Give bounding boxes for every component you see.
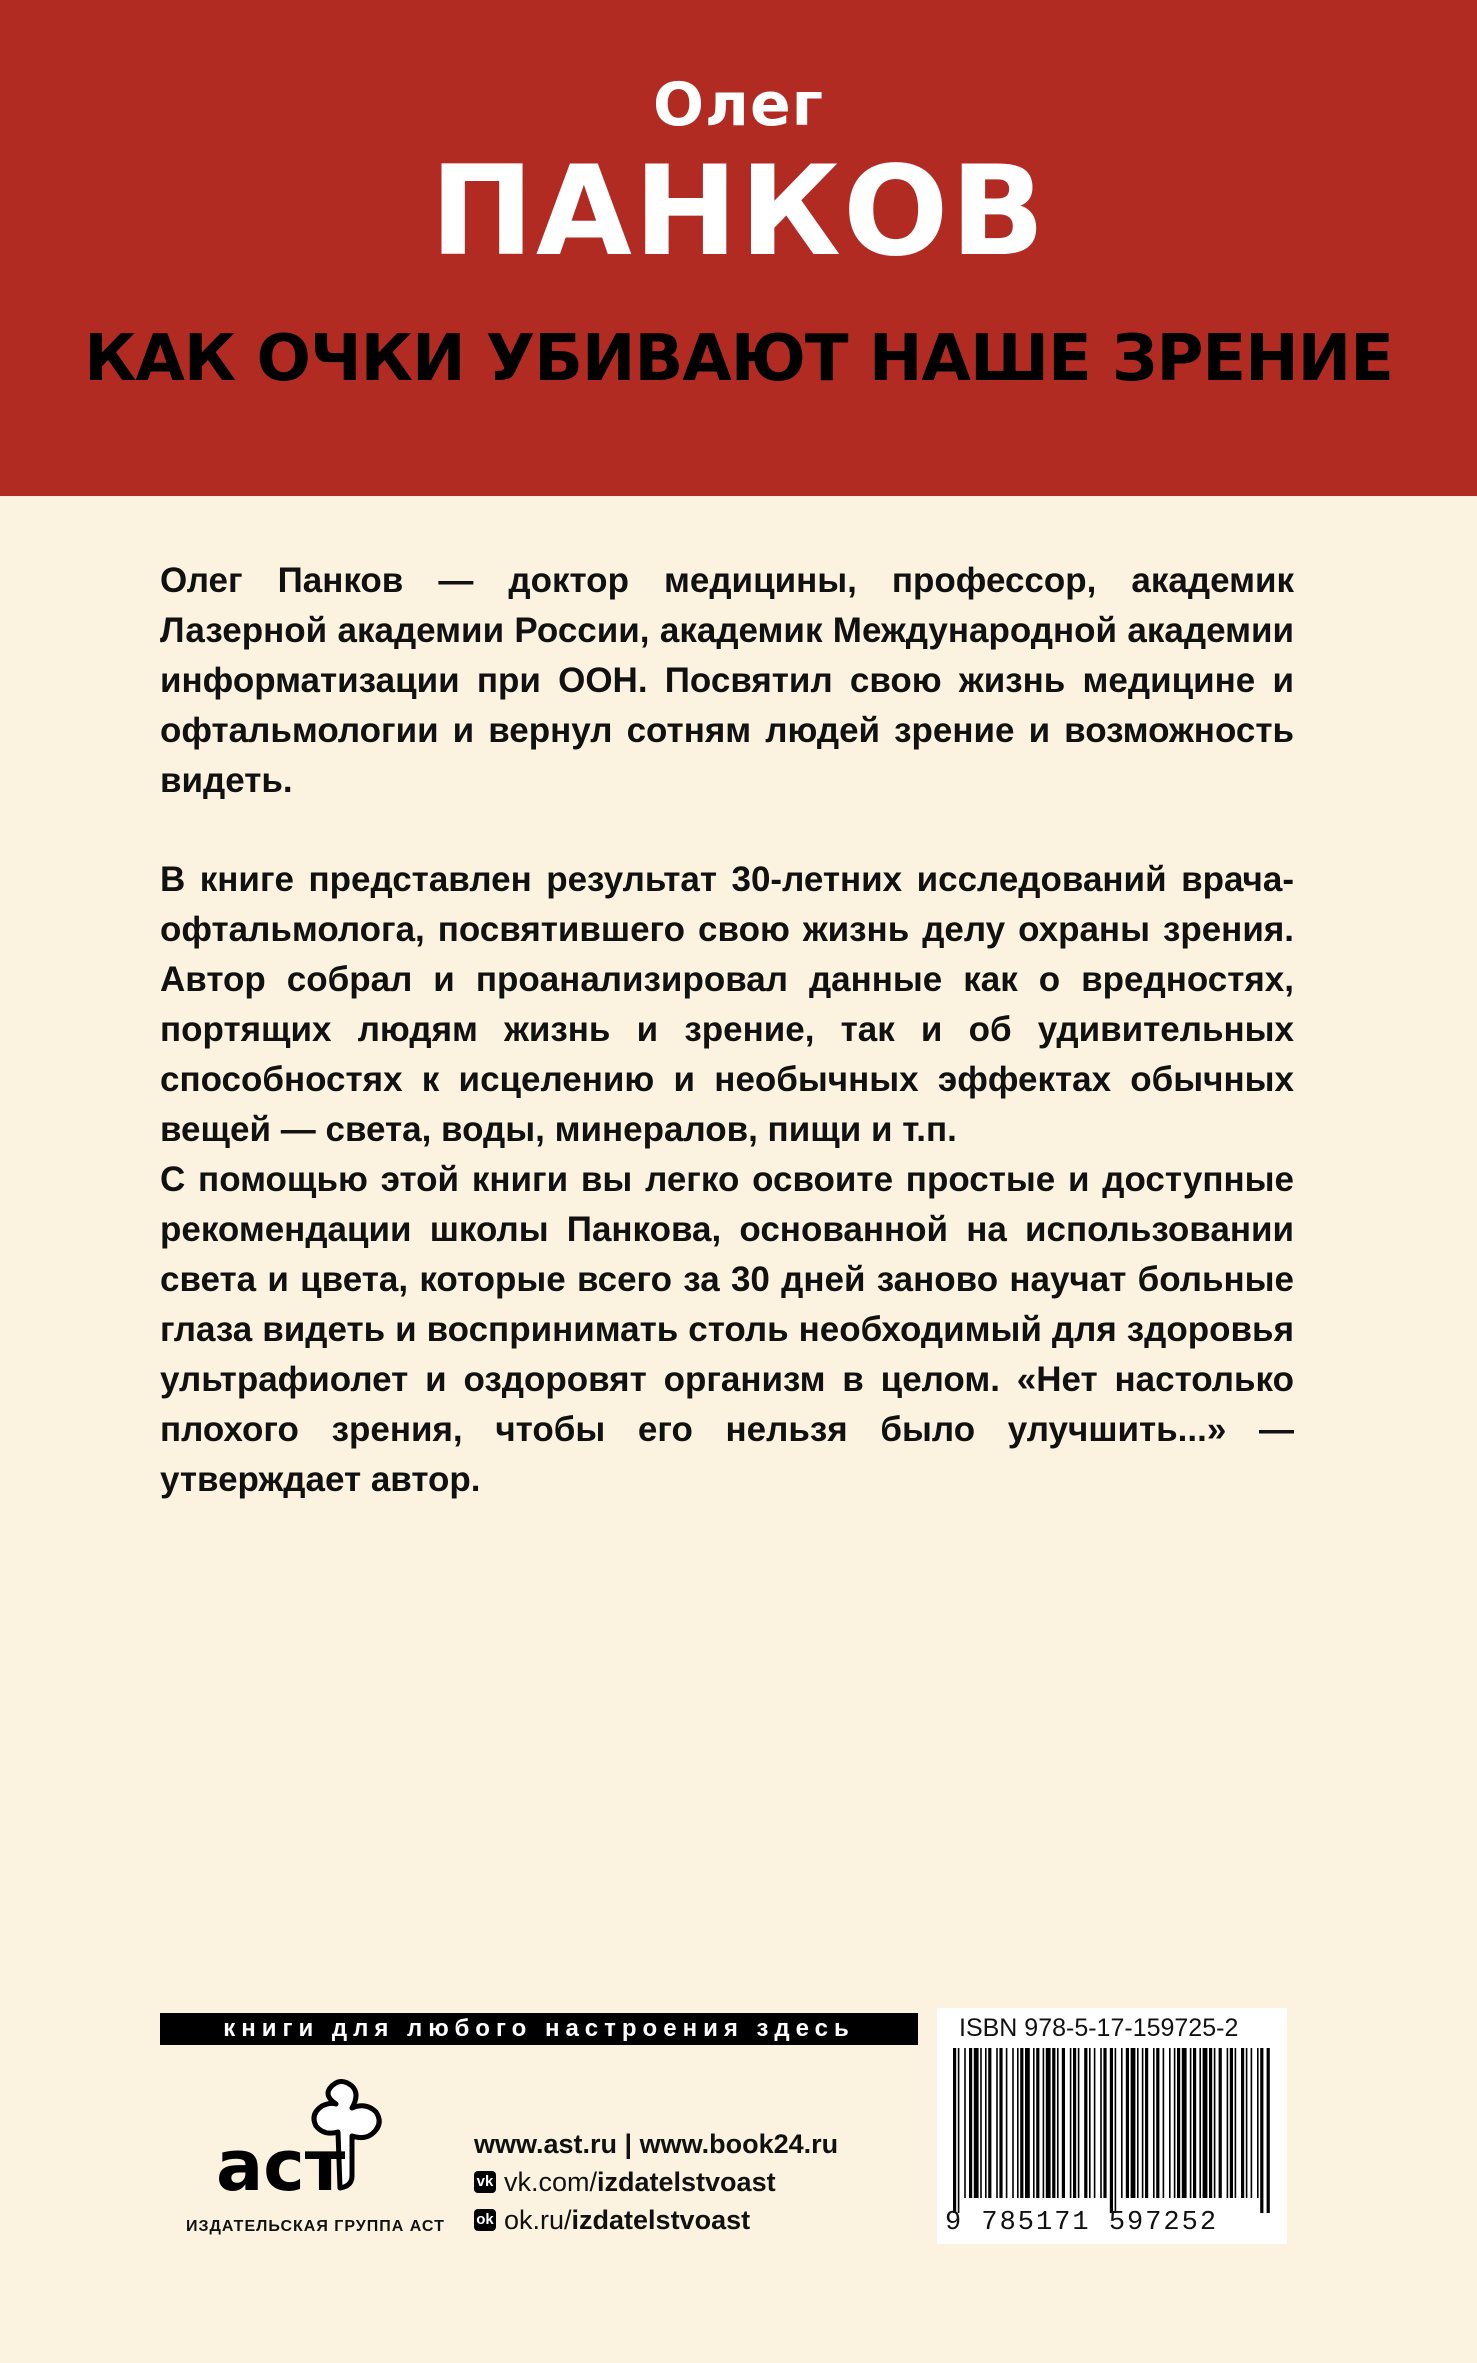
ok-link[interactable] [474,2201,838,2239]
barcode-bar [1246,2048,1248,2198]
barcode-bar [1046,2048,1051,2198]
vk-link[interactable] [474,2163,838,2201]
barcode-bar [1043,2048,1045,2198]
cover-header [0,0,1477,496]
vk-prefix: vk.com/ [504,2167,598,2197]
barcode-bar [1214,2048,1216,2198]
barcode-bar [1057,2048,1059,2198]
barcode-bar [988,2048,991,2198]
barcode-bar [1094,2048,1096,2198]
publisher-name: ИЗДАТЕЛЬСКАЯ ГРУППА АСТ [186,2218,445,2235]
barcode-bar [1209,2048,1212,2198]
barcode-bar [1012,2048,1014,2198]
barcode-bar [1115,2048,1117,2213]
author-bio [160,556,1294,806]
barcode-bar [980,2048,982,2198]
barcode-bar [1230,2048,1233,2198]
barcode-bar [999,2048,1002,2198]
author-last-name: ПАНКОВ [430,140,1047,284]
barcode-bar [1121,2048,1123,2198]
websites[interactable]: www.ast.ru | www.book24.ru [474,2129,839,2159]
barcode-bar [1025,2048,1030,2198]
barcode-bar [1190,2048,1192,2198]
barcode-bar [1142,2048,1144,2198]
barcode-bar [1089,2048,1091,2198]
barcode-bar [1203,2048,1208,2198]
barcode-bar [1073,2048,1076,2198]
barcode-bar [1020,2048,1023,2198]
barcode-bar [953,2048,956,2213]
barcode-bar [1182,2048,1187,2198]
book-title: КАК ОЧКИ УБИВАЮТ НАШЕ ЗРЕНИЕ [84,322,1393,396]
barcode-bar [1260,2048,1263,2213]
barcode-bar [1199,2048,1201,2198]
barcode-bar [1084,2048,1087,2198]
slogan-bar: книги для любого настроения здесь [160,2013,918,2045]
barcode-bar [1153,2048,1155,2198]
description-text-2: С помощью этой книги вы легко освоите простые и доступные рекомендации школы Панкова, основанной на использовании света и цвета, которые всего за 30 дней заново научат больные глаза видеть и воспринимать столь необходимый для здоровья ультрафиолет и оздоровят организм в целом. «Нет настолько плохого зрения, чтобы его нельзя было улучшить...» — утверждает автор. [160,1160,1294,1499]
barcode-bar [1078,2048,1080,2198]
barcode-bar [1193,2048,1196,2198]
book-description [160,855,1294,1505]
publisher-logo [210,2068,410,2208]
barcode-bar [1126,2048,1129,2198]
barcode-bar [1137,2048,1139,2198]
barcode-bar [1257,2048,1259,2198]
barcode-bar [1227,2048,1229,2198]
barcode-bar [1169,2048,1171,2198]
barcode-bar [1110,2048,1113,2213]
barcode-bar [1006,2048,1008,2198]
barcode-bar [1052,2048,1055,2198]
barcode-bar [985,2048,987,2198]
vk-icon: vk [474,2171,496,2193]
barcode-bar [1177,2048,1180,2198]
barcode-bar [1241,2048,1244,2198]
barcode [947,2048,1277,2218]
ok-handle: izdatelstvoast [571,2205,751,2235]
ok-prefix: ok.ru/ [504,2205,572,2235]
barcode-bar [1131,2048,1136,2198]
barcode-bar [964,2048,966,2198]
barcode-bar [1033,2048,1035,2198]
logo-wordmark: аст [216,2125,346,2207]
barcode-bar [1036,2048,1039,2198]
barcode-digits: 9 785171 597252 [945,2208,1219,2238]
barcode-bar [974,2048,979,2198]
barcode-bar [1267,2048,1270,2213]
description-text: В книге представлен результат 30-летних исследований врача-офтальмолога, посвятившего свою жизнь делу охраны зрения. Автор собрал и проанализировал данные как о вредностях, портящих людям жизнь и зрение, так и об удивительных способностях к исцелению и необычных эффектах обычных вещей — света, воды, минералов, пищи и т.п. [160,860,1294,1149]
barcode-bar [1103,2048,1106,2198]
barcode-bar [1070,2048,1072,2198]
barcode-bar [958,2048,960,2213]
author-bio-text: Олег Панков — доктор медицины, профессор, академик Лазерной академии России, академик Международной академии информатизации при ООН. Посвятил свою жизнь медицине и офтальмологии и вернул сотням людей зрение и возможность видеть. [160,561,1294,800]
barcode-bar [969,2048,972,2198]
barcode-bar [1219,2048,1222,2198]
barcode-bar [1100,2048,1102,2198]
barcode-bar [1156,2048,1159,2198]
barcode-bar [1145,2048,1148,2198]
vk-handle: izdatelstvoast [597,2167,776,2197]
barcode-bar [1062,2048,1065,2198]
barcode-bar [1174,2048,1176,2198]
barcode-box [937,2008,1287,2244]
barcode-bar [996,2048,998,2198]
barcode-bar [1251,2048,1253,2198]
barcode-bar [1163,2048,1165,2198]
barcode-bar [1235,2048,1237,2198]
barcode-bar [1017,2048,1019,2198]
author-first-name: Олег [653,70,824,140]
ok-icon: ok [474,2209,496,2231]
publisher-links [474,2125,838,2239]
isbn-label: ISBN 978-5-17-159725-2 [959,2014,1239,2042]
